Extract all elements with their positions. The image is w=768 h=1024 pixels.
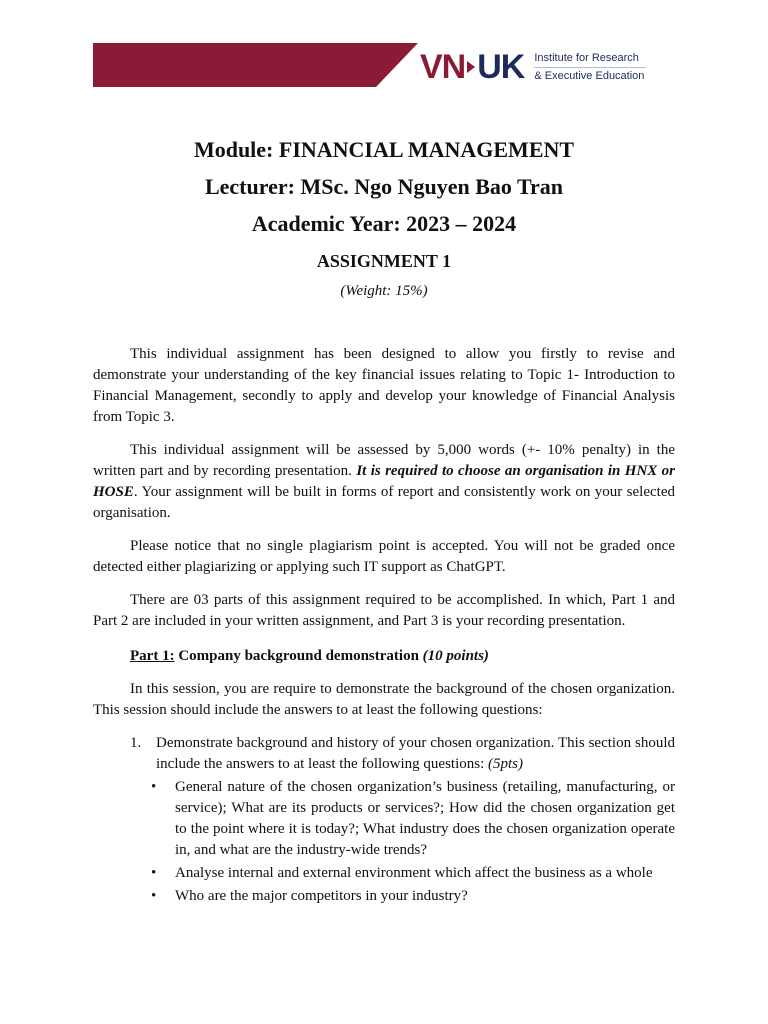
bullet-icon: •	[151, 779, 157, 795]
logo-tagline	[534, 52, 646, 83]
header-banner	[93, 43, 418, 87]
lecturer-line: Lecturer: MSc. Ngo Nguyen Bao Tran	[204, 174, 564, 199]
bullet-text: Who are the major competitors in your industry?	[175, 888, 468, 904]
paragraph-assessment	[93, 440, 675, 524]
module-title: Module: FINANCIAL MANAGEMENT	[193, 137, 575, 162]
assessment-text-a: This individual assignment will be assessed by 5,000 words (+- 10% penalty) in the written part and by recording presentation.	[93, 442, 675, 479]
bullet-text: General nature of the chosen organization’s business (retailing, manufacturing, or service); What are its products or services?; How did the chosen organization get to the point where it is today?; What industry does the chosen organization operate in, and what are the industry-wide trends?	[175, 779, 675, 858]
question-number: 1.	[130, 735, 142, 751]
list-item	[93, 777, 675, 861]
vnuk-logo	[420, 48, 646, 86]
assignment-title: ASSIGNMENT 1	[316, 251, 452, 271]
bullet-icon: •	[151, 865, 157, 881]
assessment-requirement: It is required to choose an organisation in HNX or HOSE	[93, 463, 676, 500]
question-list	[93, 733, 675, 775]
logo-uk-text: UK	[477, 48, 525, 86]
bullet-text: Analyse internal and external environment which affect the business as a whole	[175, 865, 653, 881]
academic-year: Academic Year: 2023 – 2024	[251, 211, 517, 236]
document-body	[93, 344, 675, 909]
document-header	[0, 0, 768, 100]
part1-label: Part 1:	[130, 648, 175, 664]
part1-title: Company background demonstration	[174, 648, 423, 664]
paragraph-parts: There are 03 parts of this assignment required to be accomplished. In which, Part 1 and Part 2 are included in your written assignment, and Part 3 is your recording presentation.	[93, 592, 675, 629]
question-text: Demonstrate background and history of your chosen organization. This section should include the answers to at least the following questions:	[156, 735, 675, 772]
part1-points: (10 points)	[422, 648, 489, 664]
assessment-text-c: . Your assignment will be built in forms of report and consistently work on your selected organisation.	[93, 484, 675, 521]
logo-vn-text: VN	[420, 48, 466, 86]
bullet-list	[93, 777, 675, 907]
paragraph-intro: This individual assignment has been designed to allow you firstly to revise and demonstrate your understanding of the key financial issues relating to Topic 1- Introduction to Financial Management, secondly to apply and develop your knowledge of Financial Analysis from Topic 3.	[93, 346, 675, 425]
logo-tagline-line1: Institute for Research	[534, 51, 639, 64]
bullet-icon: •	[151, 888, 157, 904]
list-item	[93, 863, 675, 884]
question-points: (5pts)	[488, 756, 524, 772]
logo-tagline-rule	[534, 67, 646, 68]
title-block	[93, 135, 675, 301]
list-item	[93, 733, 675, 775]
assignment-weight: (Weight: 15%)	[340, 283, 428, 299]
logo-arrow-icon	[466, 54, 476, 80]
logo-tagline-line2: & Executive Education	[534, 69, 645, 82]
list-item	[93, 886, 675, 907]
paragraph-plagiarism: Please notice that no single plagiarism point is accepted. You will not be graded once detected either plagiarizing or applying such IT support as ChatGPT.	[93, 538, 675, 575]
part1-heading	[93, 646, 675, 667]
paragraph-session: In this session, you are require to demonstrate the background of the chosen organization. This session should include the answers to at least the following questions:	[93, 681, 675, 718]
